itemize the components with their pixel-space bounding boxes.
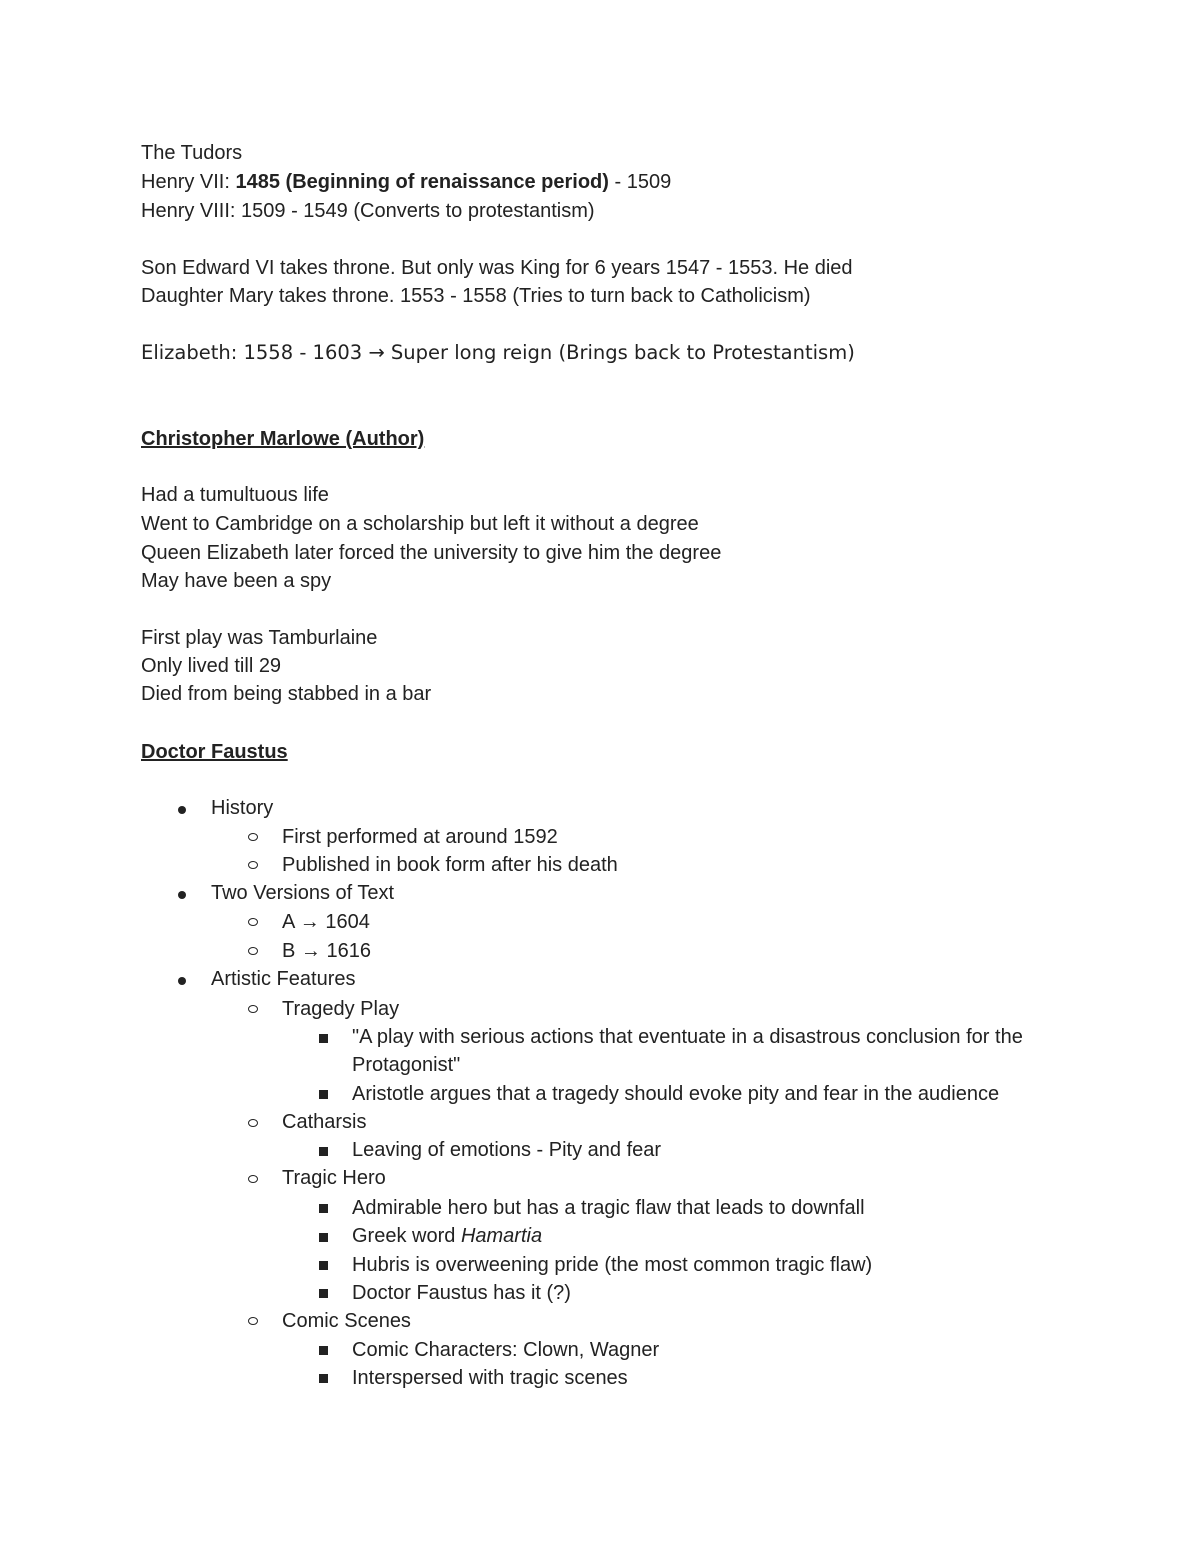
tudors-title: The Tudors (141, 142, 243, 164)
list-item: Hubris is overweening pride (the most common tragic flaw) (352, 1254, 873, 1276)
circle-bullet-icon (248, 947, 258, 955)
square-bullet-icon (319, 1374, 328, 1383)
list-item: A → 1604 (282, 911, 370, 933)
list-item-catharsis: Catharsis (282, 1111, 367, 1133)
marlowe-line: Only lived till 29 (141, 655, 282, 677)
marlowe-line: Died from being stabbed in a bar (141, 683, 432, 705)
list-item: B → 1616 (282, 940, 371, 962)
henry-vii-line (141, 168, 671, 196)
circle-bullet-icon (248, 833, 258, 841)
list-item: Comic Characters: Clown, Wagner (352, 1339, 660, 1361)
list-item: "A play with serious actions that eventuate in a disastrous conclusion for the Protagonist" (352, 1026, 1023, 1076)
circle-bullet-icon (248, 1119, 258, 1127)
circle-bullet-icon (248, 1317, 258, 1325)
circle-bullet-icon (248, 1005, 258, 1013)
list-item-artistic: Artistic Features (211, 968, 356, 990)
marlowe-heading: Christopher Marlowe (Author) (141, 428, 425, 450)
square-bullet-icon (319, 1261, 328, 1270)
list-item: Aristotle argues that a tragedy should evoke pity and fear in the audience (352, 1083, 1000, 1105)
mary-line: Daughter Mary takes throne. 1553 - 1558 (Tries to turn back to Catholicism) (141, 285, 811, 307)
list-item-tragic-hero: Tragic Hero (282, 1167, 386, 1189)
list-item: Admirable hero but has a tragic flaw that leads to downfall (352, 1197, 865, 1219)
list-item: Leaving of emotions - Pity and fear (352, 1139, 662, 1161)
square-bullet-icon (319, 1233, 328, 1242)
list-item: First performed at around 1592 (282, 826, 558, 848)
hamartia-term: Hamartia (460, 1225, 543, 1247)
list-item-history: History (211, 797, 274, 819)
square-bullet-icon (319, 1289, 328, 1298)
circle-bullet-icon (248, 918, 258, 926)
disc-bullet-icon (178, 891, 186, 899)
list-item: Published in book form after his death (282, 854, 618, 876)
elizabeth-line: Elizabeth: 1558 - 1603 → Super long reign (Brings back to Protestantism) (141, 341, 855, 364)
list-item-hamartia (352, 1222, 542, 1250)
marlowe-line: Queen Elizabeth later forced the university to give him the degree (141, 542, 722, 564)
marlowe-line: First play was Tamburlaine (141, 627, 378, 649)
henry-vii-label: Henry VII: (141, 171, 236, 193)
circle-bullet-icon (248, 861, 258, 869)
henry-viii-line: Henry VIII: 1509 - 1549 (Converts to protestantism) (141, 200, 595, 222)
edward-line: Son Edward VI takes throne. But only was King for 6 years 1547 - 1553. He died (141, 257, 853, 279)
circle-bullet-icon (248, 1175, 258, 1183)
marlowe-line: Went to Cambridge on a scholarship but left it without a degree (141, 513, 699, 535)
disc-bullet-icon (178, 977, 186, 985)
square-bullet-icon (319, 1034, 328, 1043)
list-item-tragedy-play: Tragedy Play (282, 998, 400, 1020)
marlowe-line: May have been a spy (141, 570, 332, 592)
square-bullet-icon (319, 1204, 328, 1213)
marlowe-line: Had a tumultuous life (141, 484, 329, 506)
list-item-versions: Two Versions of Text (211, 882, 395, 904)
faustus-heading: Doctor Faustus (141, 741, 288, 763)
henry-vii-bold-date: 1485 (Beginning of renaissance period) (235, 171, 609, 193)
list-item-comic-scenes: Comic Scenes (282, 1310, 411, 1332)
square-bullet-icon (319, 1346, 328, 1355)
square-bullet-icon (319, 1090, 328, 1099)
disc-bullet-icon (178, 806, 186, 814)
square-bullet-icon (319, 1147, 328, 1156)
hamartia-prefix: Greek word (352, 1225, 461, 1247)
list-item: Doctor Faustus has it (?) (352, 1282, 571, 1304)
henry-vii-end: - 1509 (608, 171, 672, 193)
list-item: Interspersed with tragic scenes (352, 1367, 628, 1389)
